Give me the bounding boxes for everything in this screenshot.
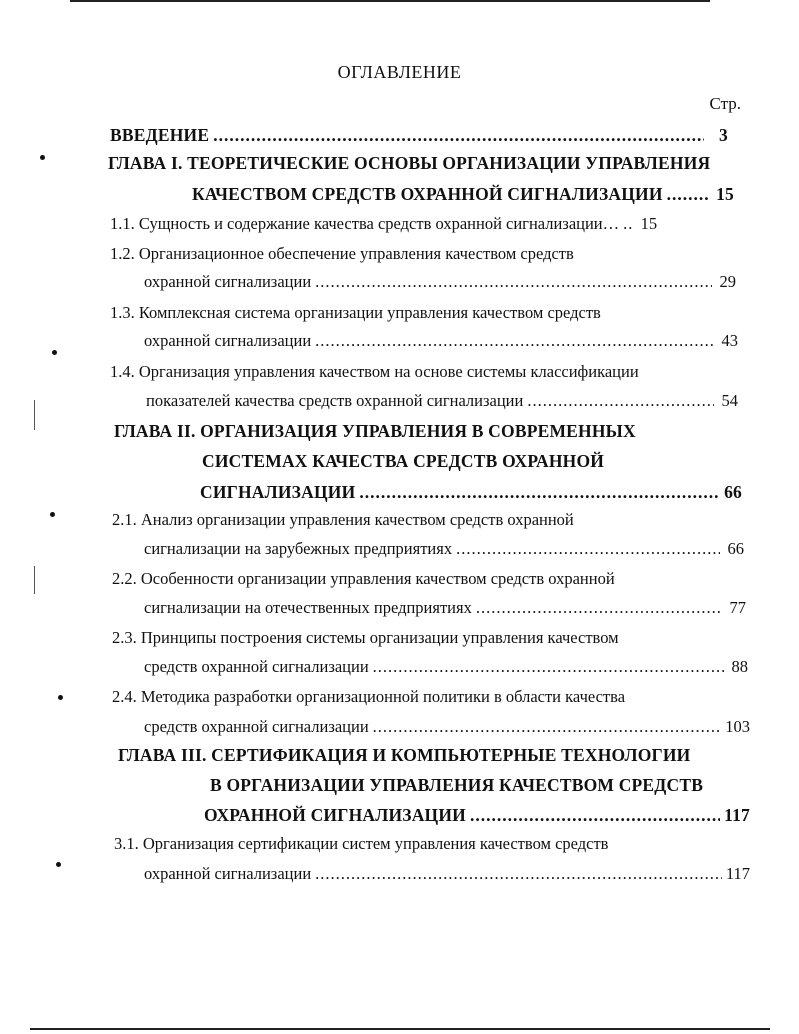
- toc-entry-title: ВВЕДЕНИЕ: [110, 125, 210, 145]
- toc-section-2-3-line1: 2.3. Принципы построения системы организации управления качеством: [112, 628, 619, 647]
- toc-page-number: 77: [729, 598, 746, 617]
- page-column-header: Стр.: [709, 94, 741, 113]
- toc-entry-title: охранной сигнализации: [144, 331, 312, 350]
- toc-section-3-1: [144, 863, 750, 885]
- margin-mark: [52, 350, 57, 355]
- toc-section-2-4: [144, 716, 750, 738]
- leader-dots: [315, 271, 712, 293]
- toc-entry-title: средств охранной сигнализации: [144, 717, 369, 736]
- toc-chapter-3-line1: ГЛАВА III. СЕРТИФИКАЦИЯ И КОМПЬЮТЕРНЫЕ ТЕХНОЛОГИИ: [118, 745, 691, 765]
- toc-page-number: 103: [725, 717, 750, 736]
- toc-section-2-1-line1: 2.1. Анализ организации управления качеством средств охранной: [112, 510, 574, 529]
- toc-page-number: 117: [724, 805, 750, 825]
- toc-section-3-1-line1: 3.1. Организация сертификации систем управления качеством средств: [114, 834, 609, 853]
- toc-page-number: 54: [721, 391, 738, 410]
- toc-chapter-1: [192, 183, 734, 205]
- leader-dots: [373, 656, 724, 678]
- toc-section-1-3-line1: 1.3. Комплексная система организации управления качеством средств: [110, 303, 601, 322]
- toc-entry-title: КАЧЕСТВОМ СРЕДСТВ ОХРАННОЙ СИГНАЛИЗАЦИИ: [192, 184, 663, 204]
- toc-entry-title: охранной сигнализации: [144, 272, 312, 291]
- toc-chapter-2: [200, 481, 742, 503]
- toc-section-1-4: [146, 390, 738, 412]
- margin-mark: [50, 512, 55, 517]
- toc-chapter-3: [204, 804, 750, 826]
- toc-section-2-4-line1: 2.4. Методика разработки организационной политики в области качества: [112, 687, 626, 706]
- toc-entry-title: СИГНАЛИЗАЦИИ: [200, 482, 356, 502]
- toc-section-1-2-line1: 1.2. Организационное обеспечение управления качеством средств: [110, 244, 574, 263]
- margin-line: [34, 566, 35, 594]
- toc-section-1-1: [110, 213, 734, 235]
- toc-page-number: 66: [727, 539, 744, 558]
- toc-page-number: 15: [716, 184, 734, 204]
- toc-entry-title: сигнализации на зарубежных предприятиях: [144, 539, 453, 558]
- toc-entry-title: 1.1. Сущность и содержание качества средств охранной сигнализации…: [110, 214, 620, 233]
- toc-section-2-3: [144, 656, 748, 678]
- leader-dots: [213, 124, 704, 146]
- top-scan-border: [70, 0, 710, 2]
- toc-page-number: 43: [721, 331, 738, 350]
- toc-section-2-2: [144, 597, 746, 619]
- toc-entry-title: ОХРАННОЙ СИГНАЛИЗАЦИИ: [204, 805, 466, 825]
- leader-dots: [667, 183, 710, 205]
- toc-section-2-2-line1: 2.2. Особенности организации управления качеством средств охранной: [112, 569, 615, 588]
- toc-page-number: 3: [719, 125, 728, 145]
- toc-section-1-2: [144, 271, 736, 293]
- leader-dots: [470, 804, 720, 826]
- leader-dots: [315, 330, 714, 352]
- toc-entry-title: сигнализации на отечественных предприятиях: [144, 598, 472, 617]
- toc-entry-title: показателей качества средств охранной сигнализации: [146, 391, 524, 410]
- leader-dots: [623, 213, 633, 235]
- toc-chapter-2-line1: ГЛАВА II. ОРГАНИЗАЦИЯ УПРАВЛЕНИЯ В СОВРЕМЕННЫХ: [114, 421, 636, 441]
- toc-entry-title: охранной сигнализации: [144, 864, 312, 883]
- leader-dots: [527, 390, 714, 412]
- toc-page-number: 88: [731, 657, 748, 676]
- toc-section-1-3: [144, 330, 738, 352]
- toc-page-number: 15: [640, 214, 658, 233]
- toc-page-number: 29: [719, 272, 736, 291]
- leader-dots: [373, 716, 722, 738]
- leader-dots: [359, 481, 718, 503]
- toc-page-number: 117: [725, 864, 750, 883]
- toc-section-1-4-line1: 1.4. Организация управления качеством на основе системы классификации: [110, 362, 639, 381]
- toc-chapter-3-line2: В ОРГАНИЗАЦИИ УПРАВЛЕНИЯ КАЧЕСТВОМ СРЕДСТВ: [210, 775, 704, 795]
- leader-dots: [456, 538, 720, 560]
- margin-line: [34, 400, 35, 430]
- toc-section-2-1: [144, 538, 744, 560]
- bottom-scan-border: [30, 1028, 770, 1030]
- toc-page-number: 66: [724, 482, 742, 502]
- margin-mark: [56, 862, 61, 867]
- margin-mark: [58, 695, 63, 700]
- page-title: ОГЛАВЛЕНИЕ: [337, 62, 462, 82]
- leader-dots: [315, 863, 722, 885]
- toc-chapter-2-line2: СИСТЕМАХ КАЧЕСТВА СРЕДСТВ ОХРАННОЙ: [202, 451, 605, 471]
- toc-entry-title: средств охранной сигнализации: [144, 657, 369, 676]
- leader-dots: [476, 597, 722, 619]
- toc-entry-introduction: [110, 124, 728, 146]
- margin-mark: [40, 155, 45, 160]
- toc-chapter-1-line1: ГЛАВА I. ТЕОРЕТИЧЕСКИЕ ОСНОВЫ ОРГАНИЗАЦИИ УПРАВЛЕНИЯ: [108, 153, 711, 173]
